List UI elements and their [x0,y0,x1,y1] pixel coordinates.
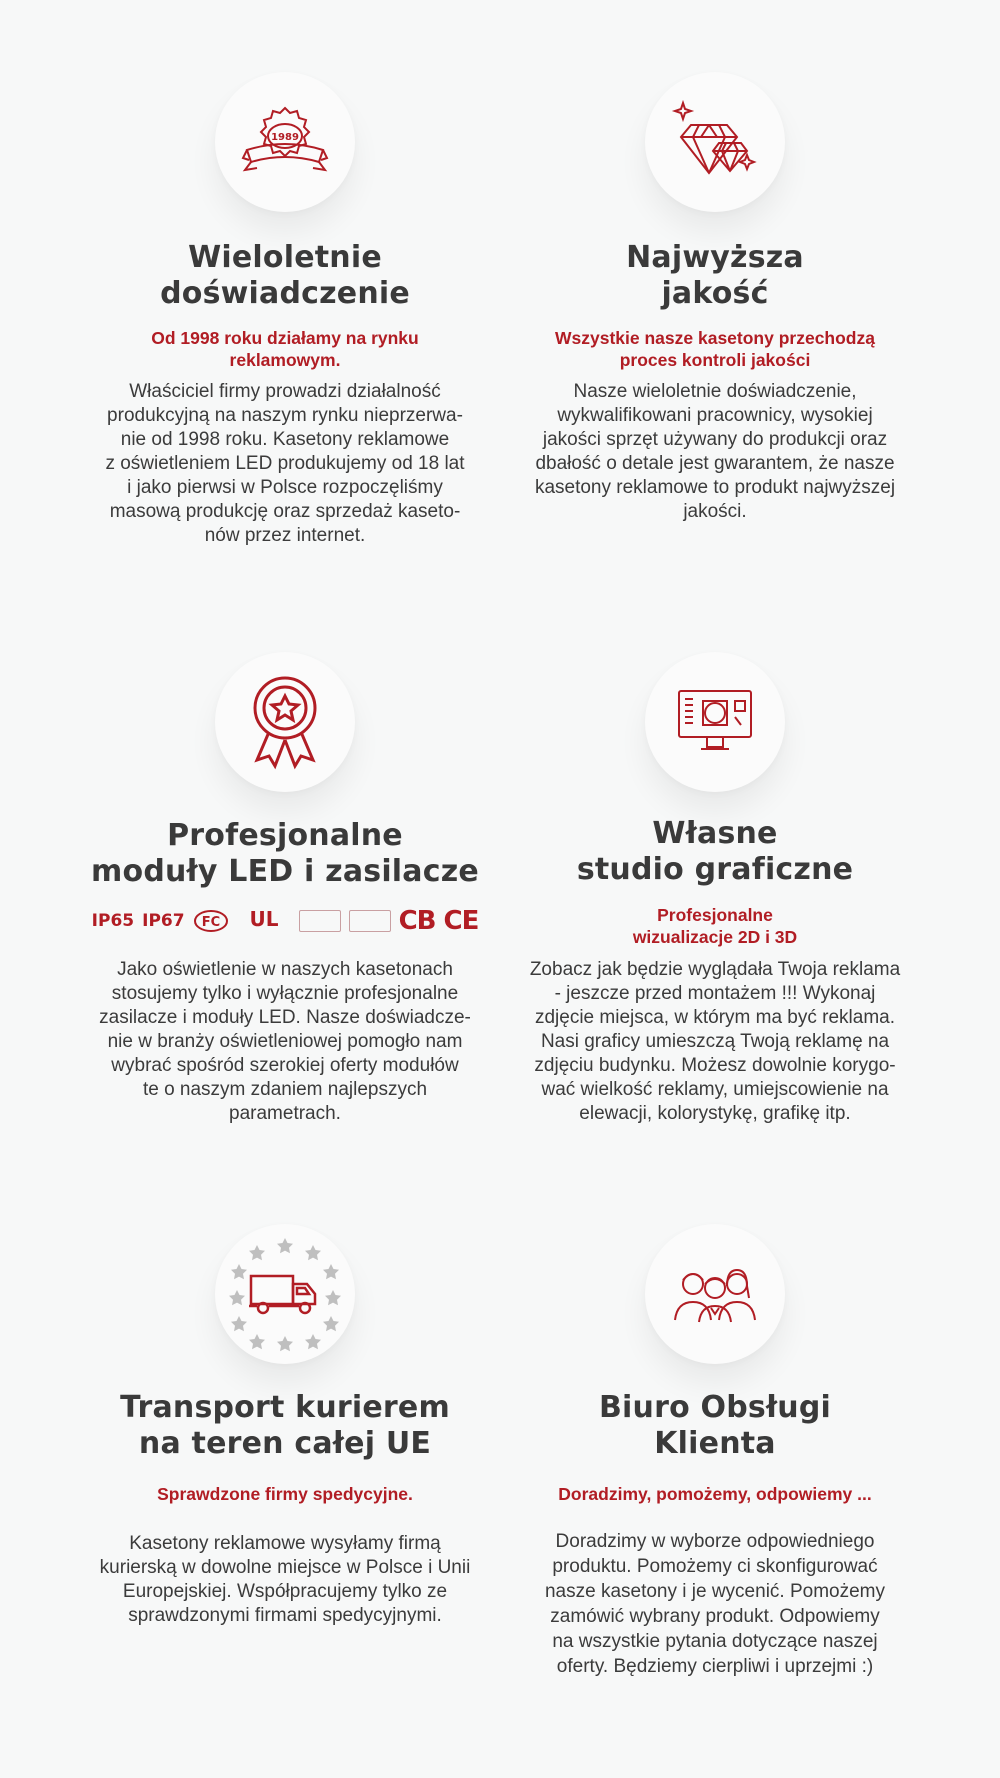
experience-icon-circle [215,72,355,212]
quality-icon-circle [645,72,785,212]
cert-ce: CE [443,906,479,936]
cert-cb: CB [398,906,436,936]
feature-subtitle: Sprawdzone firmy spedycyjne. [157,1484,413,1504]
led-icon-circle [215,652,355,792]
feature-description: Właściciel firmy prowadzi działalność produkcyjną na naszym rynku nieprzerwa- nie od 1998 roku. Kasetony reklamowe z oświetleniem LED produkujemy od 18 lat i jako pierwsi w Polsce rozpoczęliśmy masową produkcję oraz sprzedaż kaseto- nów przez internet. [105,381,465,546]
feature-subtitle: Od 1998 roku działamy na rynku reklamowym. [151,328,419,370]
cert-ip65: IP65 [91,911,135,931]
cert-ul: UL [249,907,279,931]
feature-quality [500,0,930,560]
feature-description: Doradzimy w wyborze odpowiedniego produktu. Pomożemy ci skonfigurować nasze kasetony i je wycenić. Pomożemy zamówić wybrany produkt. Odpowiemy na wszystkie pytania dotyczące naszej oferty. Będziemy cierpliwi i uprzejmi :) [544,1531,886,1677]
feature-customer-service [500,1152,930,1712]
feature-title: Wieloletnie doświadczenie [160,240,410,311]
feature-title: Biuro Obsługi Klienta [598,1390,832,1461]
feature-transport [70,1152,500,1712]
certification-logos [70,906,500,936]
feature-description: Kasetony reklamowe wysyłamy firmą kurierską w dowolne miejsce w Polsce i Unii Europejskiej. Współpracujemy tylko ze sprawdzonymi firmami spedycyjnymi. [99,1533,471,1626]
feature-subtitle: Doradzimy, pomożemy, odpowiemy ... [558,1484,872,1504]
feature-experience [70,0,500,560]
feature-title: Własne studio graficzne [576,816,854,887]
diamond-icon [669,99,761,185]
cert-warning-icon [349,910,391,932]
transport-icon-circle [215,1224,355,1364]
cert-ip67: IP67 [142,911,185,931]
ul-logo-icon [237,907,291,935]
feature-description: Jako oświetlenie w naszych kasetonach stosujemy tylko i wyłącznie profesjonalne zasilacze i moduły LED. Nasze doświadcze- nie w branży oświetleniowej pomogło nam wybrać spośród szerokiej oferty modułów te o naszym zdaniem najlepszych parametrach. [99,959,471,1124]
feature-subtitle: Profesjonalne wizualizacje 2D i 3D [632,905,798,947]
badge-1989-icon [237,102,333,182]
feature-title: Najwyższa jakość [626,240,804,311]
award-ribbon-icon [245,674,325,770]
badge-year-text: 1989 [271,132,299,143]
feature-led-modules [70,578,500,1138]
cert-label-icon [299,910,341,932]
studio-icon-circle [645,652,785,792]
feature-graphic-studio [500,578,930,1138]
feature-title: Profesjonalne moduły LED i zasilacze [91,818,479,889]
feature-title: Transport kurierem na teren całej UE [120,1390,450,1461]
service-icon-circle [645,1224,785,1364]
feature-description: Nasze wieloletnie doświadczenie, wykwalifikowani pracownicy, wysokiej jakości sprzęt używany do produkcji oraz dbałość o detale jest gwarantem, że nasze kasetony reklamowe to produkt najwyższej jakości. [534,381,896,522]
fcc-logo-icon [193,909,229,933]
cert-fcc: FC [201,915,220,930]
design-monitor-icon [675,687,755,757]
feature-subtitle: Wszystkie nasze kasetony przechodzą proces kontroli jakości [555,328,875,370]
eu-truck-icon [225,1234,345,1354]
feature-description: Zobacz jak będzie wyglądała Twoja reklama - jeszcze przed montażem !!! Wykonaj zdjęcie miejsca, w którym ma być reklama. Nasi graficy umieszczą Twoją reklamę na zdjęciu budynku. Możesz dowolnie korygo- wać wielkość reklamy, umiejscowienie na elewacji, kolorystykę, grafikę itp. [529,959,901,1124]
customer-service-team-icon [665,1264,765,1324]
